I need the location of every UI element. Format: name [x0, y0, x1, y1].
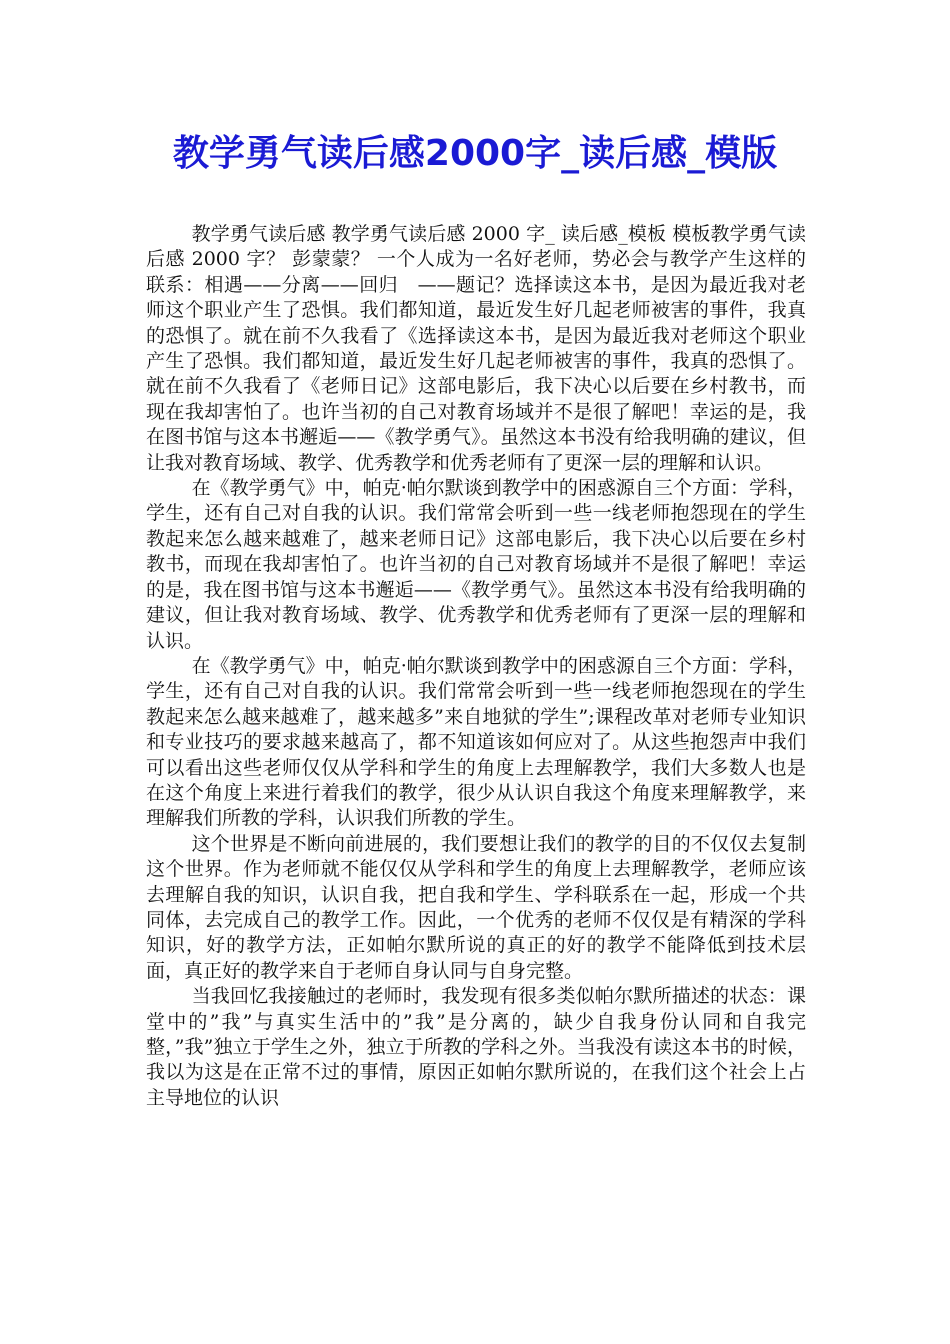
paragraph-3: 在《教学勇气》中，帕克·帕尔默谈到教学中的困惑源自三个方面：学科，学生，还有自己对自我的认识。我们常常会听到一些一线老师抱怨现在的学生教起来怎么越来越难了，越来越多”来自地狱的学生”;课程改革对老师专业知识和专业技巧的要求越来越高了，都不知道该如何应对了。从这些抱怨声中我们可以看出这些老师仅仅从学科和学生的角度上去理解教学，我们大多数人也是在这个角度上来进行着我们的教学，很少从认识自我这个角度来理解教学，来理解我们所教的学科，认识我们所教的学生。 [146, 654, 806, 830]
paragraph-4: 这个世界是不断向前进展的，我们要想让我们的教学的目的不仅仅去复制这个世界。作为老师就不能仅仅从学科和学生的角度上去理解教学，老师应该去理解自我的知识，认识自我，把自我和学生、学科联系在一起，形成一个共同体，去完成自己的教学工作。因此，一个优秀的老师不仅仅是有精深的学科知识，好的教学方法，正如帕尔默所说的真正的好的教学不能降低到技术层面，真正好的教学来自于老师自身认同与自身完整。 [146, 832, 806, 982]
paragraph-5: 当我回忆我接触过的老师时，我发现有很多类似帕尔默所描述的状态：课堂中的”我”与真实生活中的”我”是分离的，缺少自我身份认同和自我完整，”我”独立于学生之外，独立于所教的学科之外。当我没有读这本书的时候，我以为这是在正常不过的事情，原因正如帕尔默所说的，在我们这个社会上占主导地位的认识 [146, 985, 806, 1109]
paragraph-2: 在《教学勇气》中，帕克·帕尔默谈到教学中的困惑源自三个方面：学科，学生，还有自己对自我的认识。我们常常会听到一些一线老师抱怨现在的学生教起来怎么越来越难了，越来老师日记》这部电影后，我下决心以后要在乡村教书，而现在我却害怕了。也许当初的自己对教育场域并不是很了解吧！幸运的是，我在图书馆与这本书邂逅——《教学勇气》。虽然这本书没有给我明确的建议，但让我对教育场域、教学、优秀教学和优秀老师有了更深一层的理解和认识。 [146, 477, 806, 652]
paragraph-1: 教学勇气读后感 教学勇气读后感 2000 字_ 读后感_模板 模板教学勇气读后感 2000 字？ 彭蒙蒙？ 一个人成为一名好老师，势必会与教学产生这样的联系：相遇——分离——回归 ——题记？选择读这本书，是因为最近我对老师这个职业产生了恐惧。我们都知道，最近发生好几起老师被害的事件，我真的恐惧了。就在前不久我看了《选择读这本书，是因为最近我对老师这个职业产生了恐惧。我们都知道，最近发生好几起老师被害的事件，我真的恐惧了。就在前不久我看了《老师日记》这部电影后，我下决心以后要在乡村教书，而现在我却害怕了。也许当初的自己对教育场域并不是很了解吧！幸运的是，我在图书馆与这本书邂逅——《教学勇气》。虽然这本书没有给我明确的建议，但让我对教育场域、教学、优秀教学和优秀老师有了更深一层的理解和认识。 [146, 223, 806, 474]
document-body [146, 222, 806, 1111]
document-title: 教学勇气读后感2000字_读后感_模版 [172, 133, 778, 174]
